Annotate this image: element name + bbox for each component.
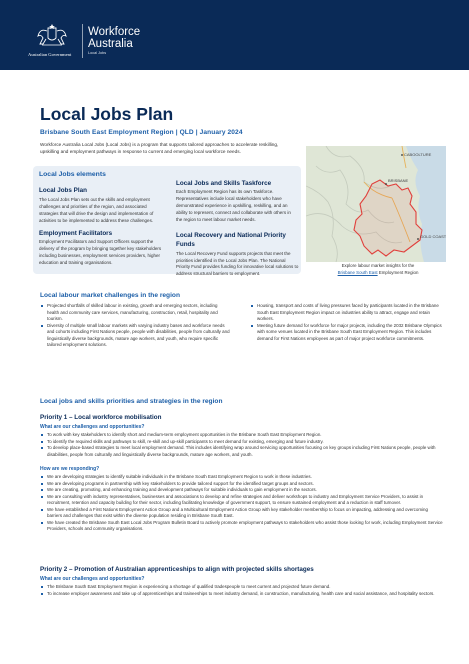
brand-line-2: Australia — [88, 38, 133, 50]
page-subtitle: Brisbane South East Employment Region | QLD | January 2024 — [40, 129, 243, 136]
local-jobs-plan-text: The Local Jobs Plan sets out the skills and employment challenges and priorities of the region, and associated strategies that will drive the design and implementation of activities to be implemented to address these challenges. — [39, 197, 154, 223]
list-item: We are creating, promoting, and enhancing training and development pathways for suitable individuals to gain employment in the sectors. — [40, 487, 444, 494]
list-item: The Brisbane South East Employment Region is experiencing a shortage of qualified tradespeople to meet current and projected future demand. — [40, 584, 444, 591]
list-item: To increase employer awareness and take up of apprenticeships and traineeships to meet industry demand, in construction, manufacturing, health care and social assistance, and hospitality sectors. — [40, 591, 444, 598]
challenges-heading: Local labour market challenges in the region — [40, 292, 180, 299]
priority-2-challenges-list — [40, 584, 444, 597]
priority-2-heading: Priority 2 – Promotion of Australian apprenticeships to align with projected skills shortages — [40, 566, 314, 573]
list-item: Diversity of multiple small labour markets with varying industry bases and workforce needs and cohorts including First Nations people, people with disabilities, people from culturally and linguistically diverse backgrounds, mature age workers, and youth, who require specific tailored employment solutions. — [40, 323, 230, 349]
map-caption — [311, 263, 445, 276]
bullet-square-icon — [41, 325, 43, 327]
list-item: We are consulting with industry representatives, businesses and associations to develop and refine strategies and deliver workshops to industry and Employment Service Providers, to assist in recruitment, retention and capacity building for their sector, including facilitating knowledge of government support, to ensure sustained employment and a reduction in staff turnover. — [40, 494, 444, 507]
list-item: To work with key stakeholders to identify short and medium-term employment opportunities in the Brisbane South East Employment Region. — [40, 432, 444, 439]
coat-of-arms-icon — [28, 22, 76, 48]
taskforce-text: Each Employment Region has its own Taskforce. Representatives include local stakeholders who have demonstrated experience in upskilling, reskilling, and an ability to represent, connect and collaborate with others in the region to meet labour market needs. — [176, 189, 291, 222]
bullet-square-icon — [41, 447, 43, 449]
bullet-square-icon — [41, 434, 43, 436]
priority-1-response-heading: How are we responding? — [40, 466, 100, 472]
map-caption-line-1: Explore labour market insights for the — [341, 263, 415, 268]
local-jobs-elements-heading: Local Jobs elements — [39, 171, 106, 178]
bullet-square-icon — [41, 489, 43, 491]
taskforce-heading: Local Jobs and Skills Taskforce — [176, 180, 272, 187]
priorities-heading: Local jobs and skills priorities and strategies in the region — [40, 398, 223, 405]
recovery-funds-text: The Local Recovery Fund supports projects that meet the priorities identified in the Local Jobs Plan. The National Priority Fund provides funding for innovative local solutions to address structural barriers to employment. — [176, 251, 299, 276]
priority-1-response-list — [40, 474, 444, 533]
map-label-gold-coast: GOLD COAST — [420, 234, 446, 239]
page-title: Local Jobs Plan — [40, 104, 174, 124]
header-banner — [0, 0, 469, 70]
list-item: We have created the Brisbane South East Local Jobs Program Bulletin Board to actively promote employment pathways to stakeholders who assist those looking for work, including Employment Service Providers, schools and community organisations. — [40, 520, 444, 533]
intro-paragraph: Workforce Australia Local Jobs (Local Jobs) is a program that supports tailored approaches to accelerate reskilling, upskilling and employment pathways in response to current and emerging local workforce needs. — [40, 142, 279, 154]
priority-2-challenges-heading: What are our challenges and opportunities? — [40, 576, 145, 582]
bullet-square-icon — [41, 496, 43, 498]
employment-facilitators-text: Employment Facilitators and Support Officers support the delivery of the program by bringing together key stakeholders including businesses, employment services providers, higher education and training organisations. — [39, 239, 162, 265]
list-item: Meeting future demand for workforce for major projects, including the 2032 Brisbane Olympics with some venues located in the Brisbane South East Employment Region. This includes demand for First Nations employees as part of major project workforce commitments. — [250, 323, 443, 343]
bullet-square-icon — [251, 325, 253, 327]
map-caption-tail: Employment Region — [377, 269, 419, 275]
coat-of-arms — [28, 22, 76, 60]
bullet-square-icon — [41, 476, 43, 478]
priority-1-challenges-list — [40, 432, 444, 458]
map-label-brisbane: BRISBANE — [388, 178, 409, 183]
list-item: We have established a First Nations Employment Action Group and a Multicultural Employment Action Group with key stakeholder membership to focus on impacting, addressing and overcoming barriers and challenges that exist within the diverse population residing in Brisbane South East. — [40, 507, 444, 520]
region-map-graphic — [306, 146, 446, 262]
list-item: To identify the required skills and pathways to skill, re-skill and up-skill participants to meet demand for existing, emerging and future industry. — [40, 439, 444, 446]
local-jobs-plan-heading: Local Jobs Plan — [39, 187, 87, 194]
workforce-australia-logo[interactable] — [88, 26, 140, 56]
bullet-square-icon — [41, 586, 43, 588]
map-label-caboolture: CABOOLTURE — [404, 152, 432, 157]
list-item: To develop place-based strategies to meet local employment demand. This includes identifying wrap around servicing opportunities focusing on key groups including First Nations people, people with disabilities, people from culturally and linguistically diverse backgrounds, mature age workers, and youth. — [40, 445, 444, 458]
brand-subline: Local Jobs — [88, 51, 107, 55]
challenges-right-list — [250, 303, 443, 342]
bullet-square-icon — [41, 483, 43, 485]
list-item: We are developing programs in partnership with key stakeholders to provide tailored support for the identified target groups and sectors. — [40, 481, 444, 488]
priority-1-challenges-heading: What are our challenges and opportunities? — [40, 424, 145, 430]
recovery-funds-heading: Local Recovery and National Priority Funds — [176, 232, 286, 248]
bullet-square-icon — [41, 441, 43, 443]
bullet-square-icon — [41, 593, 43, 595]
bullet-square-icon — [251, 305, 253, 307]
challenges-left-list — [40, 303, 230, 349]
priority-1-heading: Priority 1 – Local workforce mobilisation — [40, 414, 162, 421]
bullet-square-icon — [41, 522, 43, 524]
list-item: Projected shortfalls of skilled labour in existing, growth and emerging sectors, including health and community care services, manufacturing, construction, retail, hospitality and tourism. — [40, 303, 230, 323]
brand-line-1: Workforce — [88, 26, 141, 38]
brisbane-south-east-link[interactable]: Brisbane South East — [337, 269, 378, 275]
list-item: Housing, transport and costs of living pressures faced by participants located in the Brisbane South East Employment Region impact on industries ability to attract, engage and retain workers. — [250, 303, 443, 323]
list-item: We are developing strategies to identify suitable individuals in the Brisbane South East Employment Region to work in these industries. — [40, 474, 444, 481]
australian-government-label: Australian Government — [28, 52, 72, 57]
bullet-square-icon — [41, 305, 43, 307]
employment-facilitators-heading: Employment Facilitators — [39, 230, 113, 237]
header-divider — [82, 24, 83, 58]
region-map[interactable] — [306, 146, 446, 262]
bullet-square-icon — [41, 509, 43, 511]
